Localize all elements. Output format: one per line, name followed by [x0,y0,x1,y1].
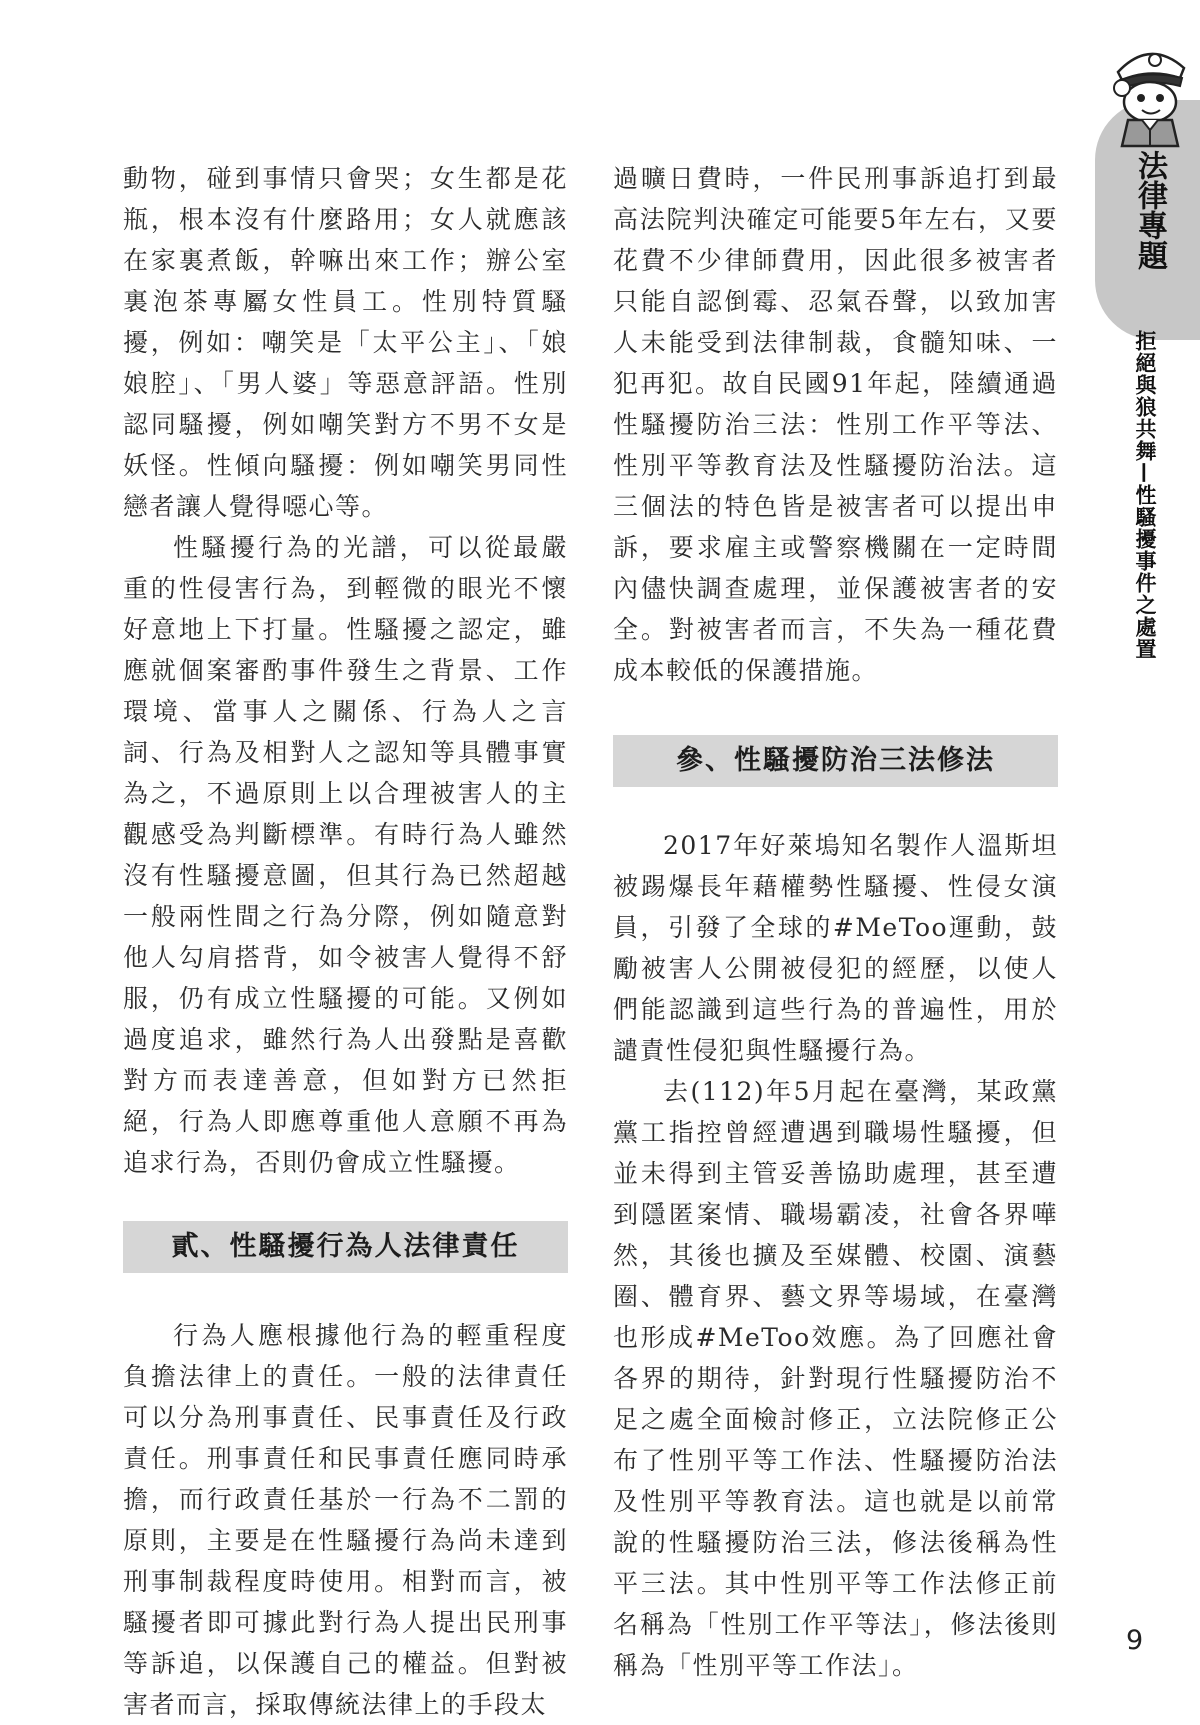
section-heading: 參、性騷擾防治三法修法 [613,735,1058,787]
paragraph: 2017年好萊塢知名製作人溫斯坦被踢爆長年藉權勢性騷擾、性侵女演員，引發了全球的#MeToo運動，鼓勵被害人公開被侵犯的經歷，以使人們能認識到這些行為的普遍性，用於譴責性侵犯與性騷擾行為。 [613,831,1058,1065]
section-tab-title: 法律專題 [1132,150,1167,270]
paragraph: 過曠日費時，一件民刑事訴追打到最高法院判決確定可能要5年左右，又要花費不少律師費用，因此很多被害者只能自認倒霉、忍氣吞聲，以致加害人未能受到法律制裁，食髓知味、一犯再犯。故自民國91年起，陸續通過性騷擾防治三法：性別工作平等法、性別平等教育法及性騷擾防治法。這三個法的特色皆是被害者可以提出申訴，要求雇主或警察機關在一定時間內儘快調查處理，並保護被害者的安全。對被害者而言，不失為一種花費成本較低的保護措施。 [613,164,1058,685]
right-column [613,158,1058,1686]
paragraph: 動物，碰到事情只會哭；女生都是花瓶，根本沒有什麼路用；女人就應該在家裏煮飯，幹嘛出來工作；辦公室裏泡茶專屬女性員工。性別特質騷擾，例如：嘲笑是「太平公主」、「娘娘腔」、「男人婆」等惡意評語。性別認同騷擾，例如嘲笑對方不男不女是妖怪。性傾向騷擾：例如嘲笑男同性戀者讓人覺得噁心等。 [123,164,568,521]
article-running-title: 拒絕與狼共舞—性騷擾事件之處置 [1133,330,1157,660]
left-column [123,158,568,1725]
paragraph: 去(112)年5月起在臺灣，某政黨黨工指控曾經遭遇到職場性騷擾，但並未得到主管妥善協助處理，甚至遭到隱匿案情、職場霸凌，社會各界嘩然，其後也擴及至媒體、校園、演藝圈、體育界、藝文界等場域，在臺灣也形成#MeToo效應。為了回應社會各界的期待，針對現行性騷擾防治不足之處全面檢討修正，立法院修正公布了性別平等工作法、性騷擾防治法及性別平等教育法。這也就是以前常說的性騷擾防治三法，修法後稱為性平三法。其中性別平等工作法修正前名稱為「性別工作平等法」，修法後則稱為「性別平等工作法」。 [613,1077,1058,1680]
page-number: 9 [1126,1625,1144,1656]
section-heading: 貳、性騷擾行為人法律責任 [123,1221,568,1273]
paragraph: 性騷擾行為的光譜，可以從最嚴重的性侵害行為，到輕微的眼光不懷好意地上下打量。性騷擾之認定，雖應就個案審酌事件發生之背景、工作環境、當事人之關係、行為人之言詞、行為及相對人之認知等具體事實為之，不過原則上以合理被害人的主觀感受為判斷標準。有時行為人雖然沒有性騷擾意圖，但其行為已然超越一般兩性間之行為分際，例如隨意對他人勾肩搭背，如令被害人覺得不舒服，仍有成立性騷擾的可能。又例如過度追求，雖然行為人出發點是喜歡對方而表達善意，但如對方已然拒絕，行為人即應尊重他人意願不再為追求行為，否則仍會成立性騷擾。 [123,533,568,1177]
police-mascot-icon [1100,38,1200,150]
paragraph: 行為人應根據他行為的輕重程度負擔法律上的責任。一般的法律責任可以分為刑事責任、民事責任及行政責任。刑事責任和民事責任應同時承擔，而行政責任基於一行為不二罰的原則，主要是在性騷擾行為尚未達到刑事制裁程度時使用。相對而言，被騷擾者即可據此對行為人提出民刑事等訴追，以保護自己的權益。但對被害者而言，採取傳統法律上的手段太 [123,1321,568,1719]
